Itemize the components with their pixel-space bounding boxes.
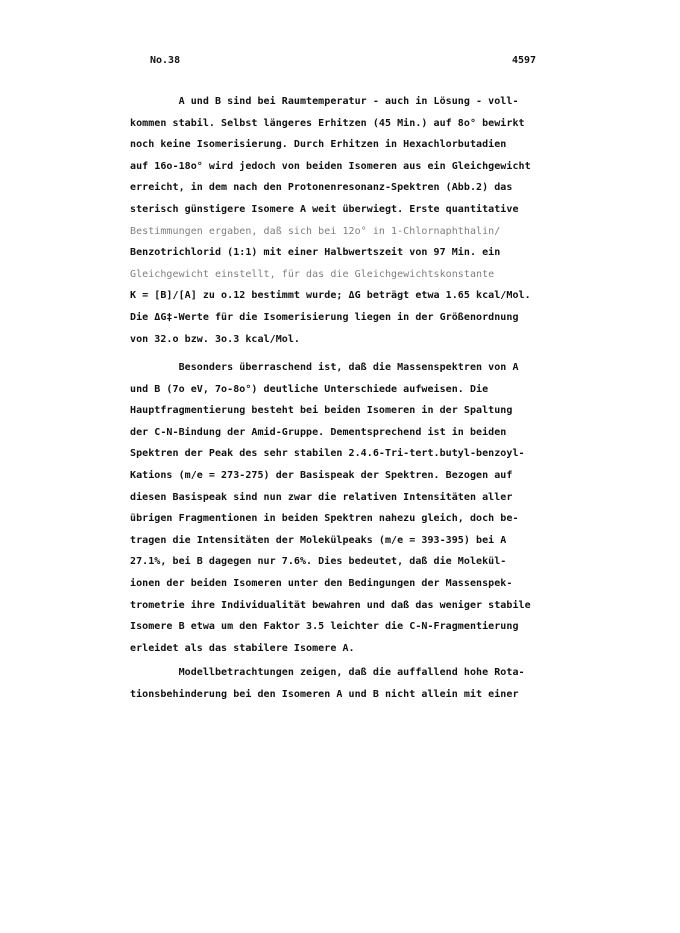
text-line: übrigen Fragmentionen in beiden Spektren nahezu gleich, doch be- [130, 513, 519, 525]
text-line: Hauptfragmentierung besteht bei beiden Isomeren in der Spaltung [130, 405, 513, 417]
text-line: Spektren der Peak des sehr stabilen 2.4.6-Tri-tert.butyl-benzoyl- [130, 448, 525, 460]
text-line: und B (7o eV, 7o-8o°) deutliche Unterschiede aufweisen. Die [130, 383, 489, 395]
text-line: sterisch günstigere Isomere A weit überwiegt. Erste quantitative [130, 204, 519, 215]
text-line: Besonders überraschend ist, daß die Massenspektren von A [130, 362, 519, 373]
text-line: Die ΔG‡-Werte für die Isomerisierung liegen in der Größenordnung [130, 312, 519, 323]
text-line: noch keine Isomerisierung. Durch Erhitzen in Hexachlorbutadien [130, 139, 507, 151]
text-line: Benzotrichlorid (1:1) mit einer Halbwertszeit von 97 Min. ein [130, 247, 501, 259]
text-line: ionen der beiden Isomeren unter den Bedingungen der Massenspek- [130, 578, 513, 589]
journal-issue-number: No.38 [150, 55, 181, 66]
text-line: Isomere B etwa um den Faktor 3.5 leichter die C-N-Fragmentierung [130, 621, 519, 633]
text-line: 27.1%, bei B dagegen nur 7.6%. Dies bedeutet, daß die Molekül- [130, 556, 507, 568]
text-line: diesen Basispeak sind nun zwar die relativen Intensitäten aller [130, 491, 513, 503]
text-line: A und B sind bei Raumtemperatur - auch in Lösung - voll- [130, 96, 519, 107]
text-line: kommen stabil. Selbst längeres Erhitzen (45 Min.) auf 8o° bewirkt [130, 117, 525, 129]
text-line: Bestimmungen ergaben, daß sich bei 12o° in 1-Chlornaphthalin/ [130, 225, 501, 237]
text-line: tragen die Intensitäten der Molekülpeaks (m/e = 393-395) bei A [130, 534, 507, 546]
text-line: erreicht, in dem nach den Protonenresonanz-Spektren (Abb.2) das [130, 182, 513, 194]
text-line: Gleichgewicht einstellt, für das die Gleichgewichtskonstante [130, 268, 495, 280]
page-number: 4597 [512, 55, 537, 66]
text-line: Kations (m/e = 273-275) der Basispeak der Spektren. Bezogen auf [130, 470, 513, 481]
text-line: K = [B]/[A] zu o.12 bestimmt wurde; ΔG beträgt etwa 1.65 kcal/Mol. [130, 290, 531, 302]
text-line: auf 16o-18o° wird jedoch von beiden Isomeren aus ein Gleichgewicht [130, 160, 531, 172]
text-line: von 32.o bzw. 3o.3 kcal/Mol. [130, 333, 300, 345]
text-line: tionsbehinderung bei den Isomeren A und B nicht allein mit einer [130, 688, 519, 700]
text-line: der C-N-Bindung der Amid-Gruppe. Dementsprechend ist in beiden [130, 426, 507, 438]
text-line: erleidet als das stabilere Isomere A. [130, 642, 355, 654]
text-line: trometrie ihre Individualität bewahren und daß das weniger stabile [130, 599, 531, 611]
text-line: Modellbetrachtungen zeigen, daß die auffallend hohe Rota- [130, 667, 525, 678]
